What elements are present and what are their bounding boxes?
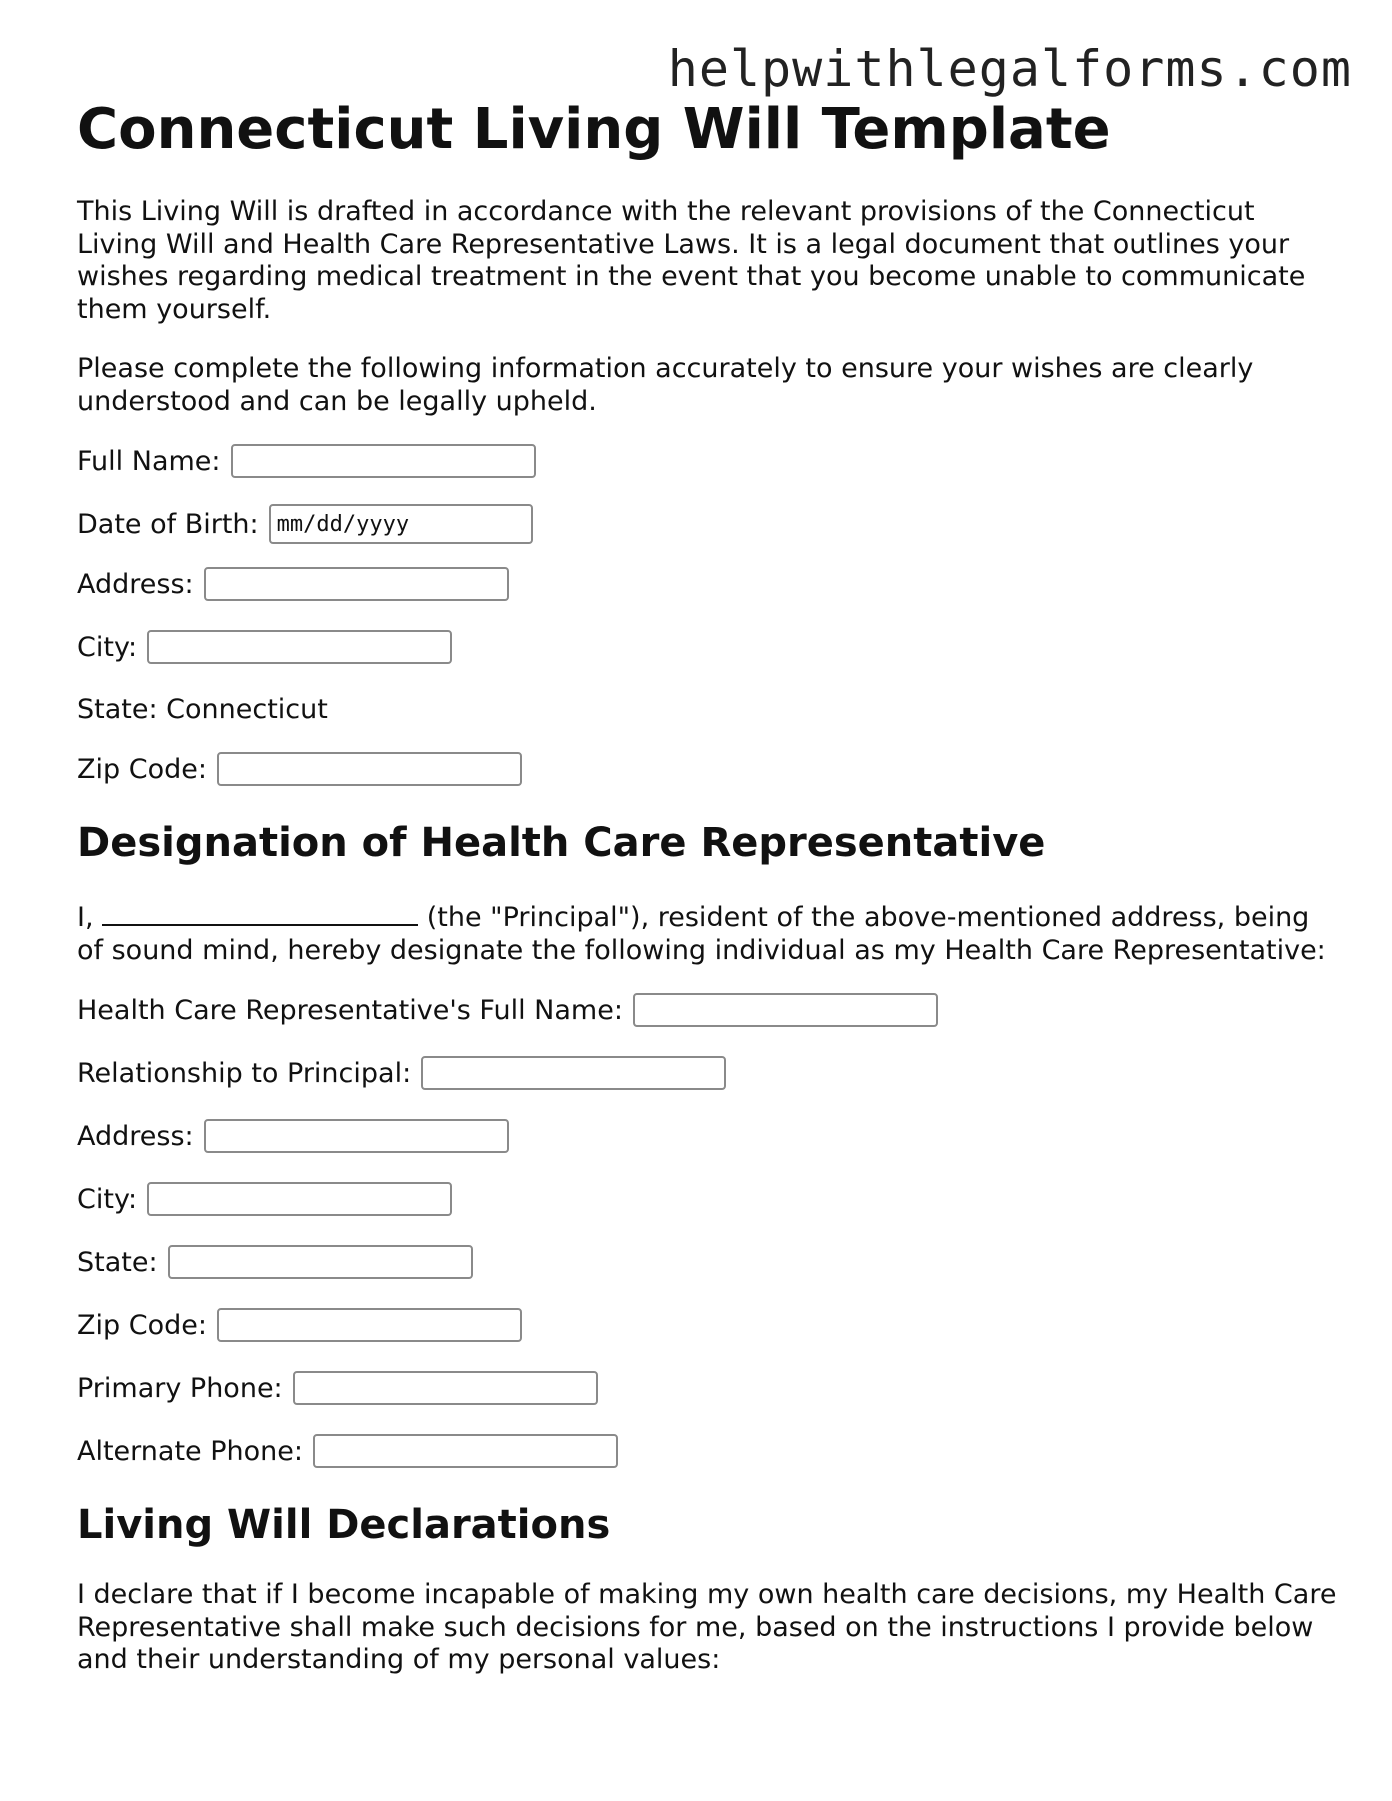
zip-label: Zip Code:	[77, 753, 207, 785]
rep-state-row	[77, 1244, 1337, 1280]
rep-alternate-phone-row	[77, 1433, 1337, 1469]
dob-label: Date of Birth:	[77, 508, 259, 540]
rep-zip-label: Zip Code:	[77, 1309, 207, 1341]
address-label: Address:	[77, 568, 194, 600]
relationship-label: Relationship to Principal:	[77, 1057, 412, 1089]
declarations-paragraph: I declare that if I become incapable of making my own health care decisions, my Health Care Representative shall make such decisions for me, based on the instructions I provide below and their understanding of my personal values:	[77, 1579, 1337, 1675]
primary-phone-input[interactable]	[293, 1371, 598, 1405]
rep-zip-row	[77, 1307, 1337, 1343]
full-name-input[interactable]	[231, 444, 536, 478]
representative-statement	[77, 897, 1337, 967]
rep-full-name-row	[77, 992, 1337, 1028]
rep-full-name-label: Health Care Representative's Full Name:	[77, 994, 623, 1026]
statement-prefix: I,	[77, 902, 94, 933]
representative-heading: Designation of Health Care Representative	[77, 820, 1046, 866]
rep-full-name-input[interactable]	[633, 993, 938, 1027]
rep-city-label: City:	[77, 1183, 138, 1215]
dob-placeholder: mm/dd/yyyy	[276, 511, 410, 537]
rep-state-label: State:	[77, 1246, 158, 1278]
site-watermark: helpwithlegalforms.com	[667, 40, 1352, 98]
principal-dob-row	[77, 506, 1337, 542]
document-page	[77, 92, 1337, 1677]
instruction-paragraph: Please complete the following information accurately to ensure your wishes are clearly understood and can be legally upheld.	[77, 353, 1254, 417]
rep-city-row	[77, 1181, 1337, 1217]
rep-primary-phone-row	[77, 1370, 1337, 1406]
principal-state-row	[77, 691, 1337, 727]
city-input[interactable]	[147, 630, 452, 664]
dob-input[interactable]	[269, 504, 533, 544]
city-label: City:	[77, 631, 138, 663]
principal-name-blank[interactable]	[102, 897, 418, 926]
page-title: Connecticut Living Will Template	[77, 97, 1111, 162]
zip-input[interactable]	[217, 752, 522, 786]
intro-paragraph: This Living Will is drafted in accordance with the relevant provisions of the Connecticut Living Will and Health Care Representative Laws. It is a legal document that outlines your wishes regarding medical treatment in the event that you become unable to communicate them yourself.	[77, 196, 1306, 325]
rep-city-input[interactable]	[147, 1182, 452, 1216]
state-text: State: Connecticut	[77, 693, 328, 725]
rep-address-input[interactable]	[204, 1119, 509, 1153]
principal-zip-row	[77, 751, 1337, 787]
declarations-heading: Living Will Declarations	[77, 1502, 611, 1548]
rep-zip-input[interactable]	[217, 1308, 522, 1342]
alternate-phone-input[interactable]	[313, 1434, 618, 1468]
primary-phone-label: Primary Phone:	[77, 1372, 283, 1404]
address-input[interactable]	[204, 567, 509, 601]
full-name-label: Full Name:	[77, 445, 221, 477]
rep-address-label: Address:	[77, 1120, 194, 1152]
principal-city-row	[77, 629, 1337, 665]
statement-suffix: (the "Principal"), resident of the above-mentioned address, being of sound mind, hereby designate the following individual as my Health Care Representative:	[77, 902, 1326, 966]
alternate-phone-label: Alternate Phone:	[77, 1435, 303, 1467]
principal-address-row	[77, 566, 1337, 602]
rep-address-row	[77, 1118, 1337, 1154]
rep-state-input[interactable]	[168, 1245, 473, 1279]
principal-full-name-row	[77, 443, 1337, 479]
rep-relationship-row	[77, 1055, 1337, 1091]
relationship-input[interactable]	[421, 1056, 726, 1090]
